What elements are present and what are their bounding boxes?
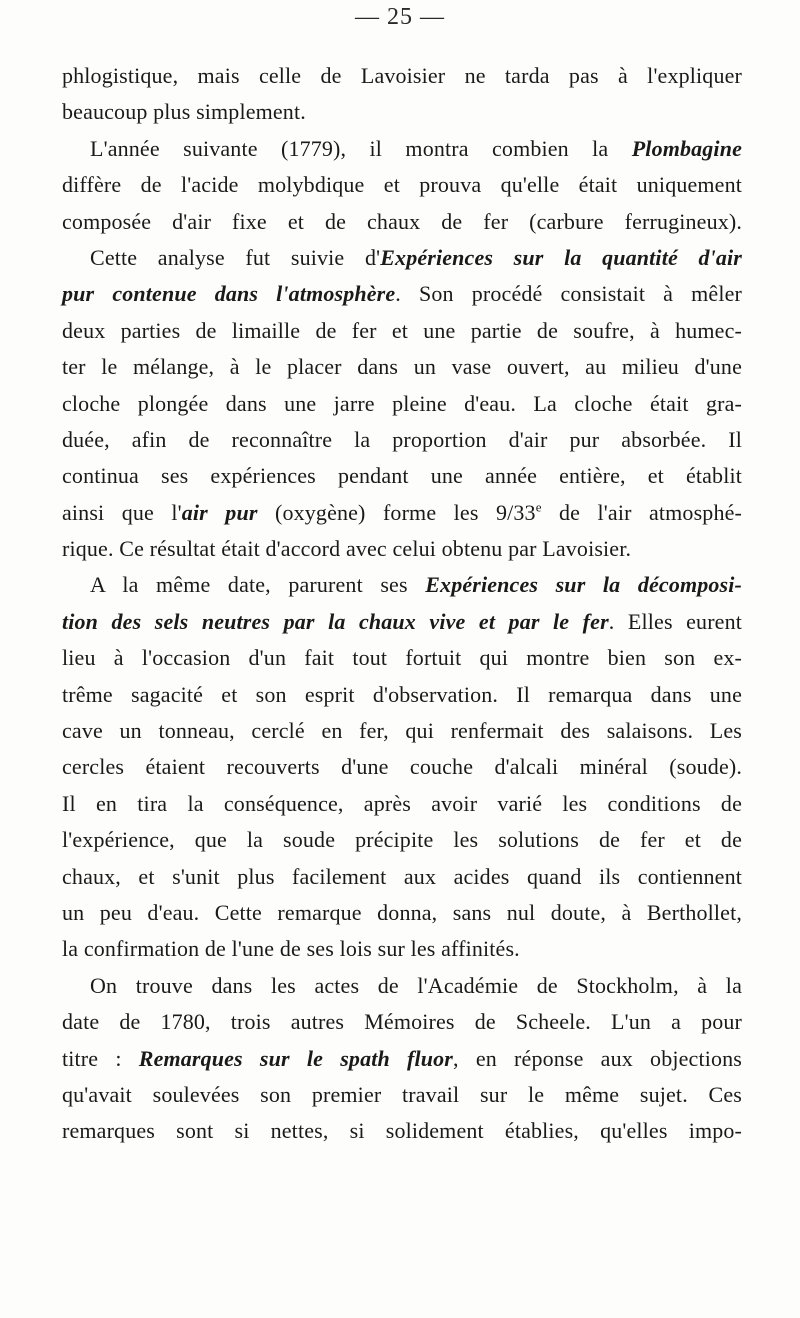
text-line [62, 567, 742, 603]
text-line [62, 167, 742, 203]
text-line [62, 204, 742, 240]
body-text [62, 58, 742, 1150]
text-run: Il en tira la conséquence, après avoir varié les conditions de [62, 790, 742, 816]
text-run: beaucoup plus simplement. [62, 99, 306, 125]
text-run: deux parties de limaille de fer et une partie de soufre, à humec- [62, 317, 742, 343]
text-run: Cette analyse fut suivie d' [90, 244, 381, 270]
text-run: . Son procédé consistait à mêler [395, 281, 742, 307]
text-line [62, 786, 742, 822]
text-run: de l'air atmosphé- [541, 499, 742, 525]
text-line [62, 968, 742, 1004]
text-run: diffère de l'acide molybdique et prouva qu'elle était uniquement [62, 172, 742, 198]
text-line [62, 604, 742, 640]
text-line [62, 349, 742, 385]
italic-title: Expériences sur la quantité d'air [380, 244, 743, 270]
italic-title: air pur [181, 499, 258, 525]
text-run: , en réponse aux objections [453, 1045, 742, 1071]
text-run: ainsi que l' [62, 499, 182, 525]
text-run: continua ses expériences pendant une année entière, et établit [62, 463, 742, 489]
text-run: titre : [62, 1045, 139, 1071]
text-line [62, 276, 742, 312]
text-run: cloche plongée dans une jarre pleine d'eau. La cloche était gra- [62, 390, 742, 416]
page-number: — 25 — [355, 4, 445, 30]
text-run: la confirmation de l'une de ses lois sur les affinités. [62, 936, 520, 962]
text-run: duée, afin de reconnaître la proportion d'air pur absorbée. Il [62, 426, 742, 452]
text-line [62, 94, 742, 130]
text-run: . Elles eurent [608, 608, 742, 634]
text-run: l'expérience, que la soude précipite les solutions de fer et de [62, 827, 742, 853]
text-run: L'année suivante (1779), il montra combien la [90, 135, 632, 161]
text-line [62, 749, 742, 785]
text-line [62, 1077, 742, 1113]
italic-title: Remarques sur le spath fluor [138, 1045, 454, 1071]
italic-title: tion des sels neutres par la chaux vive et par le fer [62, 608, 609, 634]
text-run: qu'avait soulevées son premier travail sur le même sujet. Ces [62, 1081, 742, 1107]
text-line [62, 422, 742, 458]
text-run: trême sagacité et son esprit d'observation. Il remarqua dans une [62, 681, 742, 707]
text-run: cave un tonneau, cerclé en fer, qui renfermait des salaisons. Les [62, 718, 742, 744]
italic-title: pur contenue dans l'atmosphère [62, 281, 396, 307]
text-line [62, 386, 742, 422]
text-run: A la même date, parurent ses [90, 572, 426, 598]
text-line [62, 1113, 742, 1149]
text-line [62, 458, 742, 494]
text-line [62, 895, 742, 931]
text-line [62, 240, 742, 276]
text-run: remarques sont si nettes, si solidement établies, qu'elles impo- [62, 1118, 742, 1144]
text-run: ter le mélange, à le placer dans un vase ouvert, au milieu d'une [62, 354, 742, 380]
text-run: composée d'air fixe et de chaux de fer (carbure ferrugineux). [62, 208, 742, 234]
text-run: un peu d'eau. Cette remarque donna, sans nul doute, à Berthollet, [62, 899, 742, 925]
superscript: e [535, 499, 542, 515]
text-run: date de 1780, trois autres Mémoires de Scheele. L'un a pour [62, 1009, 742, 1035]
text-line [62, 1004, 742, 1040]
text-run: lieu à l'occasion d'un fait tout fortuit qui montre bien son ex- [62, 645, 742, 671]
text-line [62, 58, 742, 94]
text-run: phlogistique, mais celle de Lavoisier ne tarda pas à l'expliquer [62, 63, 742, 88]
text-line [62, 531, 742, 567]
italic-title: Plombagine [631, 135, 742, 161]
text-run: On trouve dans les actes de l'Académie de Stockholm, à la [90, 972, 742, 998]
text-line [62, 1041, 742, 1077]
text-line [62, 859, 742, 895]
text-line [62, 131, 742, 167]
text-run: chaux, et s'unit plus facilement aux acides quand ils contiennent [62, 863, 742, 889]
italic-title: Expériences sur la décomposi- [425, 572, 742, 598]
text-line [62, 677, 742, 713]
text-run: cercles étaient recouverts d'une couche d'alcali minéral (soude). [62, 754, 742, 780]
text-run: (oxygène) forme les 9/33 [257, 499, 536, 525]
text-line [62, 495, 742, 531]
text-line [62, 822, 742, 858]
text-line [62, 931, 742, 967]
text-line [62, 640, 742, 676]
text-run: rique. Ce résultat était d'accord avec celui obtenu par Lavoisier. [62, 536, 632, 562]
text-line [62, 313, 742, 349]
text-line [62, 713, 742, 749]
